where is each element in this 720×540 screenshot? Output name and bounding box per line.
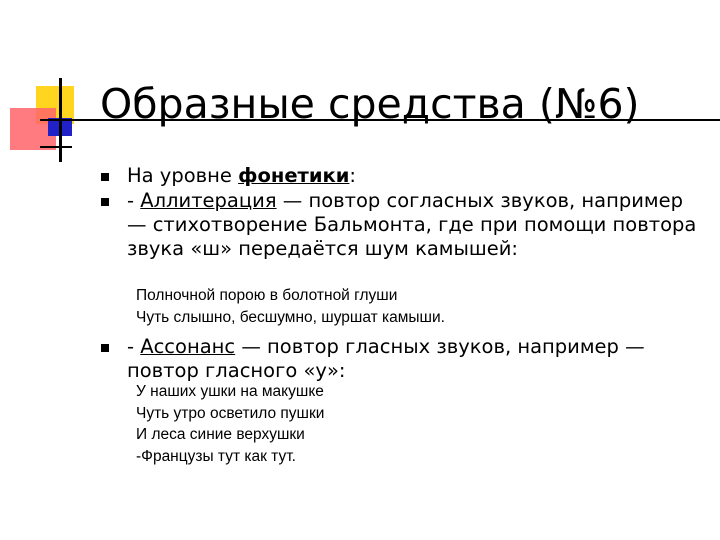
bullet-alliteration	[127, 189, 702, 261]
bullet-text: — повтор гласных звуков, например — повтор гласного «у»:	[127, 335, 645, 382]
bullet-dash: -	[127, 189, 141, 212]
bullet-dash: -	[127, 335, 141, 358]
bullet-marker	[101, 198, 109, 206]
poem-balmont	[136, 285, 445, 328]
poem-line: Полночной порою в болотной глуши	[136, 287, 398, 304]
bullet-marker	[101, 344, 109, 352]
bullet-phonetics	[127, 164, 702, 188]
decor-short-line	[40, 146, 72, 148]
bullet-text: — повтор согласных звуков, например — стихотворение Бальмонта, где при помощи повтора звука «ш» передаётся шум камышей:	[127, 189, 697, 260]
poem-example	[136, 381, 324, 467]
bullet-marker	[101, 173, 109, 181]
term-phonetics: фонетики	[238, 164, 350, 187]
poem-line: -Французы тут как тут.	[136, 447, 296, 465]
slide-title: Образные средства (№6)	[100, 80, 640, 128]
poem-line: Чуть слышно, бесшумно, шуршат камыши.	[136, 308, 445, 326]
bullet-text: На уровне	[127, 164, 239, 187]
poem-line: И леса синие верхушки	[136, 426, 305, 443]
term-alliteration: Аллитерация	[140, 189, 277, 212]
bullet-assonance	[127, 335, 702, 383]
term-assonance: Ассонанс	[140, 335, 236, 358]
poem-line: У наших ушки на макушке	[136, 383, 324, 400]
poem-line: Чуть утро осветило пушки	[136, 404, 325, 422]
bullet-text: :	[349, 164, 356, 187]
